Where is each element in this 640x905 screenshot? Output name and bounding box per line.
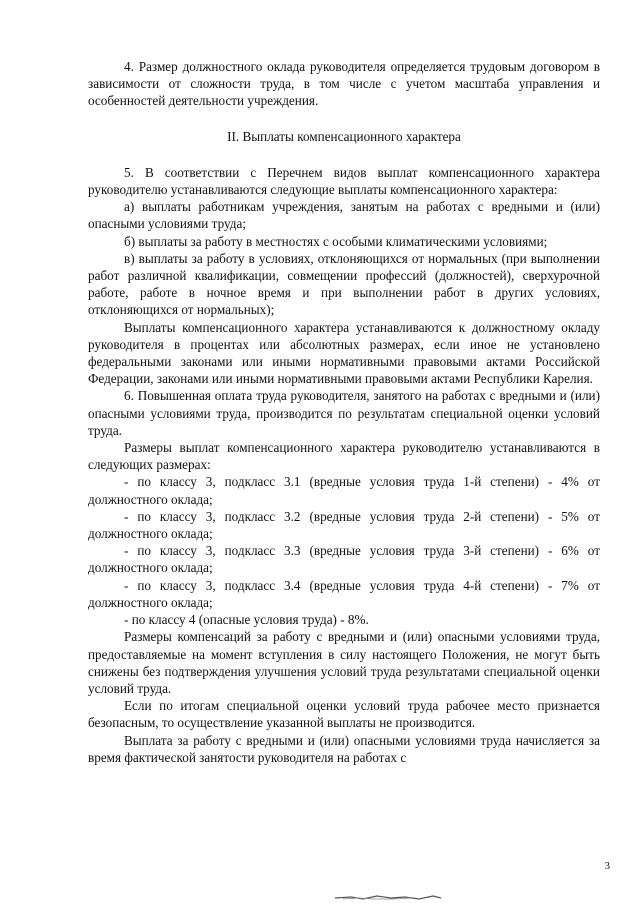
rate-class-3-3: - по классу 3, подкласс 3.3 (вредные условия труда 3-й степени) - 6% от должностного оклада;: [88, 543, 600, 576]
document-body: [88, 58, 600, 766]
rate-class-3-4: - по классу 3, подкласс 3.4 (вредные условия труда 4-й степени) - 7% от должностного оклада;: [88, 577, 600, 610]
scan-artifact: [333, 893, 443, 901]
list-item-v: в) выплаты за работу в условиях, отклоняющихся от нормальных (при выполнении работ различной квалификации, совмещении профессий (должностей), сверхурочной работе, работе в ночное время и при выполнении работ в других условиях, отклоняющихся от нормальных);: [88, 250, 600, 318]
paragraph-5-intro: 5. В соответствии с Перечнем видов выплат компенсационного характера руководителю устанавливаются следующие выплаты компенсационного характера:: [88, 164, 600, 198]
section-heading: II. Выплаты компенсационного характера: [227, 128, 461, 144]
paragraph-6-increased-pay: 6. Повышенная оплата труда руководителя, занятого на работах с вредными и (или) опасными условиями труда, производится по результатам специальной оценки условий труда.: [88, 388, 600, 438]
rate-class-3-1: - по классу 3, подкласс 3.1 (вредные условия труда 1-й степени) - 4% от должностного оклада;: [88, 474, 600, 507]
rate-class-3-2: - по классу 3, подкласс 3.2 (вредные условия труда 2-й степени) - 5% от должностного оклада;: [88, 508, 600, 542]
page-number: 3: [604, 860, 610, 872]
paragraph-accrual: Выплата за работу с вредными и (или) опасными условиями труда начисляется за время фактической занятости руководителя на работах с: [88, 732, 600, 765]
paragraph-compensation-not-reduced: Размеры компенсаций за работу с вредными и (или) опасными условиями труда, предоставляемые на момент вступления в силу настоящего Положения, не могут быть снижены без подтверждения улучшения условий труда результатами специальной оценки условий труда.: [88, 629, 600, 696]
paragraph-4-salary: 4. Размер должностного оклада руководителя определяется трудовым договором в зависимости от сложности труда, в том числе с учетом масштаба управления и особенностей деятельности учреждения.: [88, 59, 600, 109]
paragraph-safe-workplace: Если по итогам специальной оценки условий труда рабочее место признается безопасным, то осуществление указанной выплаты не производится.: [88, 698, 600, 731]
list-item-b: б) выплаты за работу в местностях с особыми климатическими условиями;: [124, 233, 548, 249]
rate-class-4: - по классу 4 (опасные условия труда) - 8%.: [124, 612, 369, 628]
paragraph-payment-sizes: Размеры выплат компенсационного характера руководителю устанавливаются в следующих размерах:: [88, 440, 600, 473]
paragraph-compensation-payments: Выплаты компенсационного характера устанавливаются к должностному окладу руководителя в процентах или абсолютных размерах, если иное не установлено федеральными законами или иными нормативными правовыми актами Российской Федерации, законами или иными нормативными правовыми актами Республики Карелия.: [88, 319, 600, 387]
list-item-a: а) выплаты работникам учреждения, занятым на работах с вредными и (или) опасными условиями труда;: [88, 199, 600, 232]
